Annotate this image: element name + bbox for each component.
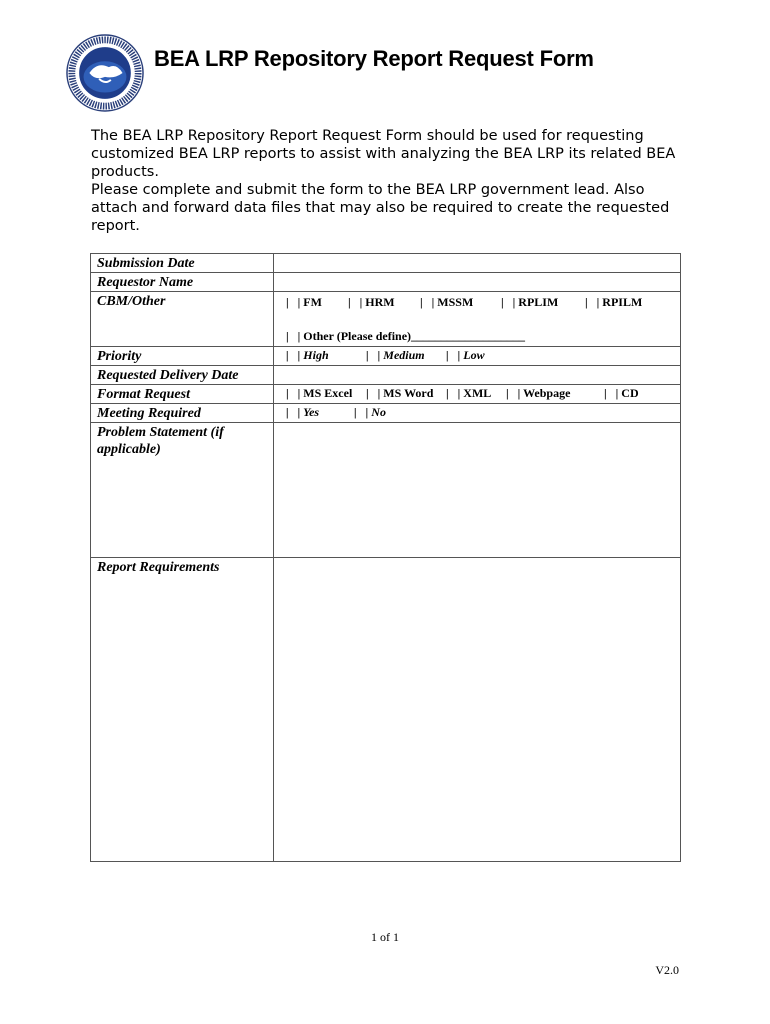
format-request-field (274, 385, 681, 404)
department-seal-logo (66, 34, 144, 112)
form-row-problem-statement (91, 423, 681, 558)
meeting-required-label: Meeting Required (91, 404, 274, 423)
format-option-ms-excel[interactable]: | | MS Excel (286, 386, 353, 400)
cbm-option-hrm[interactable]: | | HRM (348, 295, 395, 309)
requested-delivery-date-label: Requested Delivery Date (91, 366, 274, 385)
meeting-option-no[interactable]: | | No (354, 405, 386, 419)
submission-date-label: Submission Date (91, 254, 274, 273)
problem-statement-field[interactable] (274, 423, 681, 558)
problem-statement-label: Problem Statement (if applicable) (91, 423, 274, 558)
intro-paragraph-1: The BEA LRP Repository Report Request Form should be used for requesting customized BEA LRP reports to assist with analyzing the BEA LRP its related BEA products. (91, 128, 676, 180)
submission-date-field[interactable] (274, 254, 681, 273)
form-row-priority (91, 347, 681, 366)
requestor-name-label: Requestor Name (91, 273, 274, 292)
form-row-requested-delivery-date (91, 366, 681, 385)
cbm-option-rpilm[interactable]: | | RPILM (585, 295, 643, 309)
format-option-webpage[interactable]: | | Webpage (506, 386, 571, 400)
report-requirements-label: Report Requirements (91, 558, 274, 862)
form-row-submission-date (91, 254, 681, 273)
requested-delivery-date-field[interactable] (274, 366, 681, 385)
priority-field (274, 347, 681, 366)
form-row-cbm (91, 292, 681, 347)
meeting-required-field (274, 404, 681, 423)
form-row-meeting-required (91, 404, 681, 423)
cbm-option-other[interactable]: | | Other (Please define)___________________ (286, 329, 526, 343)
request-form-table (90, 253, 681, 862)
priority-option-medium[interactable]: | | Medium (366, 348, 425, 362)
requestor-name-field[interactable] (274, 273, 681, 292)
page-number: 1 of 1 (371, 930, 399, 944)
format-option-cd[interactable]: | | CD (604, 386, 639, 400)
cbm-option-fm[interactable]: | | FM (286, 295, 322, 309)
form-row-report-requirements (91, 558, 681, 862)
cbm-field (274, 292, 681, 347)
form-row-requestor-name (91, 273, 681, 292)
cbm-label: CBM/Other (91, 292, 274, 347)
priority-label: Priority (91, 347, 274, 366)
form-row-format-request (91, 385, 681, 404)
report-requirements-field[interactable] (274, 558, 681, 862)
priority-option-high[interactable]: | | High (286, 348, 329, 362)
priority-option-low[interactable]: | | Low (446, 348, 485, 362)
cbm-option-mssm[interactable]: | | MSSM (420, 295, 474, 309)
format-option-xml[interactable]: | | XML (446, 386, 492, 400)
meeting-option-yes[interactable]: | | Yes (286, 405, 320, 419)
intro-text (91, 127, 691, 235)
format-request-label: Format Request (91, 385, 274, 404)
cbm-option-rplim[interactable]: | | RPLIM (501, 295, 559, 309)
page-title: BEA LRP Repository Report Request Form (154, 46, 594, 71)
intro-paragraph-2: Please complete and submit the form to the BEA LRP government lead. Also attach and forward data files that may also be required to create the requested report. (91, 182, 670, 234)
format-option-ms-word[interactable]: | | MS Word (366, 386, 434, 400)
version-label: V2.0 (655, 963, 679, 977)
